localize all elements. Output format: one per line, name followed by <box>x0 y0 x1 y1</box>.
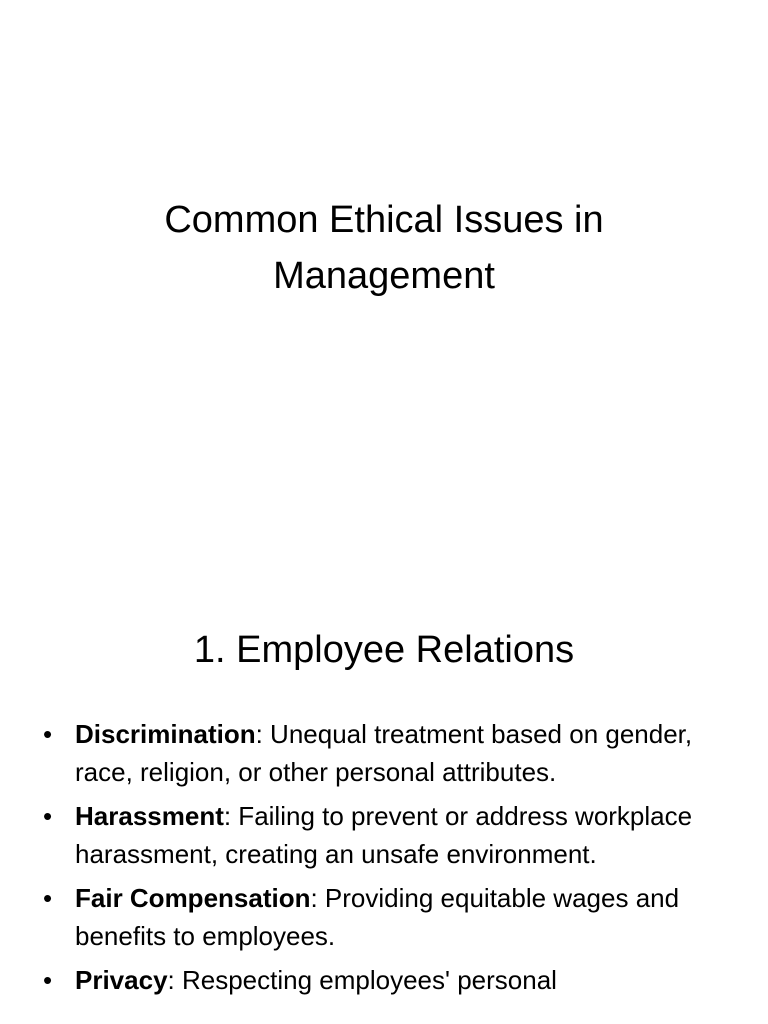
list-item <box>0 880 768 955</box>
list-item <box>0 962 768 1000</box>
bullet-term: Harassment <box>75 801 224 831</box>
bullet-icon: • <box>43 965 53 995</box>
bullet-icon: • <box>43 801 53 831</box>
bullet-term: Fair Compensation <box>75 883 311 913</box>
bullet-icon: • <box>43 719 53 749</box>
bullet-list <box>0 716 768 1007</box>
section-heading: 1. Employee Relations <box>193 629 575 671</box>
slide-title: Common Ethical Issues in Management <box>164 199 604 297</box>
bullet-term: Privacy <box>75 965 168 995</box>
bullet-term: Discrimination <box>75 719 256 749</box>
bullet-description: : Providing equitable wages and benefits to employees. <box>75 883 680 951</box>
bullet-description: : Failing to prevent or address workplace harassment, creating an unsafe environment. <box>75 801 693 869</box>
bullet-description: : Respecting employees' personal <box>167 965 557 995</box>
list-item <box>0 716 768 791</box>
bullet-icon: • <box>43 883 53 913</box>
bullet-description: : Unequal treatment based on gender, race, religion, or other personal attributes. <box>75 719 693 787</box>
list-item <box>0 798 768 873</box>
